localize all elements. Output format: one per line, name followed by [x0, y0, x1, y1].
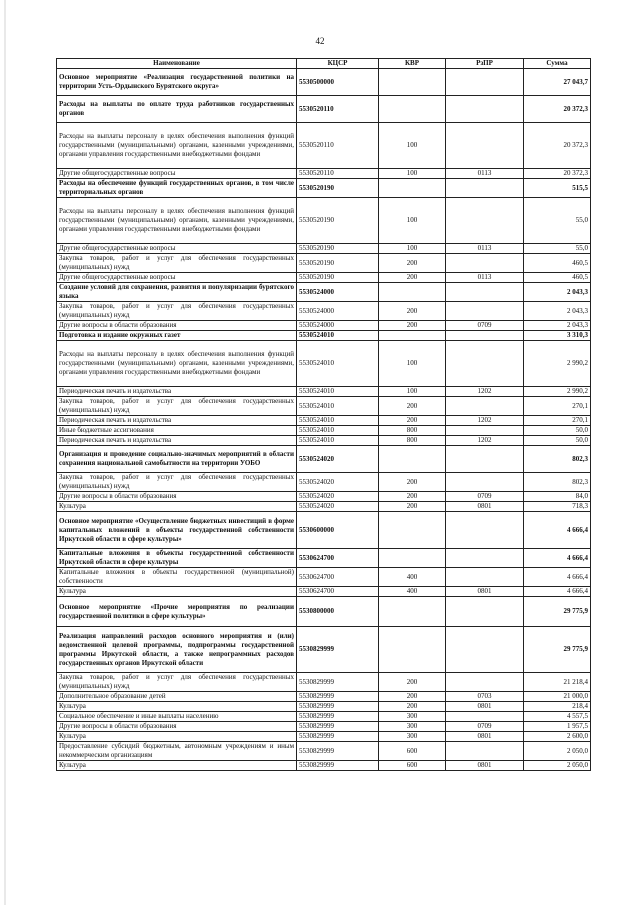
- header-rzpr: РзПР: [446, 59, 524, 69]
- cell-kvr: 200: [379, 473, 446, 492]
- cell-name: Организация и проведение социально-значимых мероприятий в области сохранения национальной самобытности на территории УОБО: [57, 446, 297, 473]
- cell-kvr: 200: [379, 673, 446, 692]
- table-row: [57, 273, 591, 283]
- table-row: [57, 436, 591, 446]
- table-row: [57, 512, 591, 549]
- cell-rzpr: [446, 742, 524, 761]
- cell-rzpr: [446, 123, 524, 169]
- cell-sum: 50,0: [524, 426, 591, 436]
- cell-kvr: [379, 549, 446, 568]
- cell-kcsr: 5530524000: [297, 302, 379, 321]
- cell-kcsr: 5530520190: [297, 254, 379, 273]
- cell-kvr: [379, 446, 446, 473]
- cell-kcsr: 5530524020: [297, 502, 379, 512]
- cell-rzpr: [446, 549, 524, 568]
- cell-sum: 4 557,5: [524, 712, 591, 722]
- cell-kcsr: 5530829999: [297, 761, 379, 771]
- cell-rzpr: [446, 198, 524, 244]
- cell-name: Культура: [57, 502, 297, 512]
- cell-sum: 2 043,3: [524, 302, 591, 321]
- cell-sum: 460,5: [524, 254, 591, 273]
- cell-kcsr: 5530520190: [297, 198, 379, 244]
- cell-name: Закупка товаров, работ и услуг для обеспечения государственных (муниципальных) нужд: [57, 673, 297, 692]
- cell-kvr: 100: [379, 123, 446, 169]
- cell-name: Предоставление субсидий бюджетным, автономным учреждениям и иным некоммерческим организациям: [57, 742, 297, 761]
- table-row: [57, 416, 591, 426]
- cell-kvr: 300: [379, 722, 446, 732]
- cell-rzpr: 0709: [446, 492, 524, 502]
- cell-sum: 21 218,4: [524, 673, 591, 692]
- cell-rzpr: [446, 397, 524, 416]
- cell-kcsr: 5530524010: [297, 426, 379, 436]
- cell-kcsr: 5530524000: [297, 283, 379, 302]
- cell-rzpr: [446, 446, 524, 473]
- cell-name: Иные бюджетные ассигнования: [57, 426, 297, 436]
- table-row: [57, 321, 591, 331]
- cell-rzpr: [446, 331, 524, 341]
- cell-sum: 27 043,7: [524, 69, 591, 96]
- cell-sum: 218,4: [524, 702, 591, 712]
- cell-sum: 4 666,4: [524, 587, 591, 597]
- header-sum: Сумма: [524, 59, 591, 69]
- cell-sum: 2 990,2: [524, 387, 591, 397]
- table-row: [57, 549, 591, 568]
- cell-kcsr: 5530524010: [297, 436, 379, 446]
- cell-rzpr: 0113: [446, 244, 524, 254]
- cell-kcsr: 5530520110: [297, 123, 379, 169]
- table-row: [57, 254, 591, 273]
- cell-rzpr: 0709: [446, 722, 524, 732]
- cell-kvr: [379, 69, 446, 96]
- cell-kvr: 100: [379, 341, 446, 387]
- cell-kcsr: 5530524020: [297, 492, 379, 502]
- cell-sum: 4 666,4: [524, 568, 591, 587]
- table-row: [57, 397, 591, 416]
- cell-kcsr: 5530829999: [297, 702, 379, 712]
- header-name: Наименование: [57, 59, 297, 69]
- table-row: [57, 473, 591, 492]
- cell-sum: 270,1: [524, 416, 591, 426]
- table-header: [57, 59, 591, 69]
- cell-kvr: 200: [379, 492, 446, 502]
- cell-rzpr: 0801: [446, 702, 524, 712]
- cell-kcsr: 5530829999: [297, 627, 379, 673]
- cell-kcsr: 5530829999: [297, 742, 379, 761]
- cell-sum: 29 775,9: [524, 597, 591, 627]
- cell-name: Закупка товаров, работ и услуг для обеспечения государственных (муниципальных) нужд: [57, 302, 297, 321]
- cell-kcsr: 5530524010: [297, 341, 379, 387]
- cell-kcsr: 5530500000: [297, 69, 379, 96]
- cell-name: Основное мероприятие «Реализация государственной политики на территории Усть-Ордынского Бурятского округа»: [57, 69, 297, 96]
- cell-kvr: 400: [379, 568, 446, 587]
- cell-sum: 2 043,3: [524, 283, 591, 302]
- cell-sum: 3 310,3: [524, 331, 591, 341]
- cell-rzpr: 0801: [446, 732, 524, 742]
- cell-rzpr: 0703: [446, 692, 524, 702]
- cell-name: Другие вопросы в области образования: [57, 321, 297, 331]
- cell-kcsr: 5530520110: [297, 169, 379, 179]
- cell-kcsr: 5530520190: [297, 179, 379, 198]
- cell-kcsr: 5530829999: [297, 692, 379, 702]
- cell-kvr: 300: [379, 732, 446, 742]
- table-row: [57, 302, 591, 321]
- cell-kcsr: 5530520110: [297, 96, 379, 123]
- cell-kvr: [379, 283, 446, 302]
- table-body: [57, 69, 591, 771]
- table-row: [57, 702, 591, 712]
- cell-kvr: 600: [379, 761, 446, 771]
- cell-name: Капитальные вложения в объекты государственной собственности Иркутской области в сфере культуры: [57, 549, 297, 568]
- cell-sum: 802,3: [524, 473, 591, 492]
- cell-name: Подготовка и издание окружных газет: [57, 331, 297, 341]
- cell-name: Расходы на обеспечение функций государственных органов, в том числе территориальных органов: [57, 179, 297, 198]
- cell-name: Расходы на выплаты по оплате труда работников государственных органов: [57, 96, 297, 123]
- cell-kvr: [379, 597, 446, 627]
- cell-rzpr: 1202: [446, 416, 524, 426]
- cell-kvr: 200: [379, 273, 446, 283]
- cell-kcsr: 5530829999: [297, 732, 379, 742]
- cell-rzpr: [446, 96, 524, 123]
- table-row: [57, 123, 591, 169]
- cell-name: Закупка товаров, работ и услуг для обеспечения государственных (муниципальных) нужд: [57, 473, 297, 492]
- cell-kvr: 300: [379, 712, 446, 722]
- cell-kvr: [379, 512, 446, 549]
- cell-sum: 2 600,0: [524, 732, 591, 742]
- table-row: [57, 692, 591, 702]
- table-row: [57, 179, 591, 198]
- cell-name: Дополнительное образование детей: [57, 692, 297, 702]
- cell-kvr: 200: [379, 502, 446, 512]
- table-row: [57, 446, 591, 473]
- cell-sum: 20 372,3: [524, 96, 591, 123]
- cell-rzpr: [446, 69, 524, 96]
- table-row: [57, 712, 591, 722]
- table-row: [57, 96, 591, 123]
- page-number: 42: [315, 36, 325, 46]
- table-row: [57, 761, 591, 771]
- cell-kcsr: 5530800000: [297, 597, 379, 627]
- cell-kvr: 800: [379, 426, 446, 436]
- cell-sum: 20 372,3: [524, 169, 591, 179]
- cell-kcsr: 5530524010: [297, 416, 379, 426]
- cell-kvr: [379, 96, 446, 123]
- cell-kvr: 100: [379, 244, 446, 254]
- cell-rzpr: [446, 568, 524, 587]
- cell-name: Периодическая печать и издательства: [57, 387, 297, 397]
- cell-kcsr: 5530524010: [297, 387, 379, 397]
- cell-rzpr: [446, 627, 524, 673]
- cell-rzpr: 1202: [446, 436, 524, 446]
- cell-rzpr: [446, 302, 524, 321]
- table-row: [57, 387, 591, 397]
- table-row: [57, 597, 591, 627]
- cell-sum: 460,5: [524, 273, 591, 283]
- cell-kcsr: 5530829999: [297, 673, 379, 692]
- cell-kcsr: 5530524010: [297, 331, 379, 341]
- cell-sum: 20 372,3: [524, 123, 591, 169]
- cell-kcsr: 5530829999: [297, 722, 379, 732]
- cell-kvr: 600: [379, 742, 446, 761]
- cell-sum: 4 666,4: [524, 512, 591, 549]
- table-row: [57, 283, 591, 302]
- cell-name: Социальное обеспечение и иные выплаты населению: [57, 712, 297, 722]
- cell-kcsr: 5530524020: [297, 446, 379, 473]
- cell-kvr: [379, 331, 446, 341]
- table-row: [57, 742, 591, 761]
- cell-rzpr: 0801: [446, 587, 524, 597]
- cell-rzpr: [446, 341, 524, 387]
- cell-kvr: 400: [379, 587, 446, 597]
- cell-sum: 1 957,5: [524, 722, 591, 732]
- cell-rzpr: 0709: [446, 321, 524, 331]
- cell-name: Создание условий для сохранения, развития и популяризации бурятского языка: [57, 283, 297, 302]
- table-row: [57, 244, 591, 254]
- cell-sum: 50,0: [524, 436, 591, 446]
- cell-name: Закупка товаров, работ и услуг для обеспечения государственных (муниципальных) нужд: [57, 397, 297, 416]
- cell-kvr: 800: [379, 436, 446, 446]
- cell-kvr: 200: [379, 254, 446, 273]
- cell-name: Другие вопросы в области образования: [57, 492, 297, 502]
- cell-rzpr: 0801: [446, 761, 524, 771]
- cell-sum: 2 050,0: [524, 742, 591, 761]
- cell-sum: 270,1: [524, 397, 591, 416]
- cell-name: Другие общегосударственные вопросы: [57, 169, 297, 179]
- cell-rzpr: [446, 712, 524, 722]
- cell-rzpr: 0801: [446, 502, 524, 512]
- cell-kcsr: 5530524010: [297, 397, 379, 416]
- cell-name: Основное мероприятие «Прочие мероприятия по реализации государственной политики в сфере культуры»: [57, 597, 297, 627]
- cell-sum: 29 775,9: [524, 627, 591, 673]
- cell-kcsr: 5530600000: [297, 512, 379, 549]
- cell-sum: 55,0: [524, 198, 591, 244]
- cell-sum: 2 050,0: [524, 761, 591, 771]
- table-row: [57, 492, 591, 502]
- cell-kcsr: 5530624700: [297, 568, 379, 587]
- cell-name: Культура: [57, 587, 297, 597]
- cell-rzpr: 1202: [446, 387, 524, 397]
- cell-name: Культура: [57, 732, 297, 742]
- table-row: [57, 426, 591, 436]
- cell-sum: 2 990,2: [524, 341, 591, 387]
- cell-rzpr: 0113: [446, 169, 524, 179]
- cell-name: Другие общегосударственные вопросы: [57, 244, 297, 254]
- cell-name: Реализация направлений расходов основного мероприятия и (или) ведомственной целевой программы, подпрограммы государственной программы Иркутской области, а также непрограммных расходов государственных органов Иркутской области: [57, 627, 297, 673]
- cell-name: Расходы на выплаты персоналу в целях обеспечения выполнения функций государственными (муниципальными) органами, казенными учреждениями, органами управления государственными внебюджетными фондами: [57, 341, 297, 387]
- table-row: [57, 627, 591, 673]
- cell-kvr: 200: [379, 702, 446, 712]
- table-row: [57, 341, 591, 387]
- cell-sum: 21 000,0: [524, 692, 591, 702]
- cell-kvr: 200: [379, 416, 446, 426]
- cell-rzpr: [446, 597, 524, 627]
- cell-rzpr: [446, 512, 524, 549]
- cell-rzpr: [446, 254, 524, 273]
- cell-kvr: 200: [379, 321, 446, 331]
- cell-name: Расходы на выплаты персоналу в целях обеспечения выполнения функций государственными (муниципальными) органами, казенными учреждениями, органами управления государственными внебюджетными фондами: [57, 123, 297, 169]
- cell-kcsr: 5530829999: [297, 712, 379, 722]
- cell-kcsr: 5530624700: [297, 587, 379, 597]
- cell-sum: 84,0: [524, 492, 591, 502]
- table-row: [57, 198, 591, 244]
- cell-rzpr: 0113: [446, 273, 524, 283]
- table-row: [57, 169, 591, 179]
- cell-name: Другие вопросы в области образования: [57, 722, 297, 732]
- cell-rzpr: [446, 426, 524, 436]
- cell-kvr: 200: [379, 692, 446, 702]
- cell-kcsr: 5530624700: [297, 549, 379, 568]
- cell-rzpr: [446, 473, 524, 492]
- cell-kvr: [379, 179, 446, 198]
- cell-kvr: 100: [379, 169, 446, 179]
- cell-rzpr: [446, 283, 524, 302]
- cell-name: Закупка товаров, работ и услуг для обеспечения государственных (муниципальных) нужд: [57, 254, 297, 273]
- cell-name: Другие общегосударственные вопросы: [57, 273, 297, 283]
- table-row: [57, 69, 591, 96]
- cell-sum: 55,0: [524, 244, 591, 254]
- table-row: [57, 587, 591, 597]
- cell-kvr: 200: [379, 302, 446, 321]
- cell-rzpr: [446, 673, 524, 692]
- header-kvr: КВР: [379, 59, 446, 69]
- table-row: [57, 673, 591, 692]
- cell-kvr: 100: [379, 198, 446, 244]
- cell-name: Основное мероприятие «Осуществление бюджетных инвестиций в форме капитальных вложений в объекты государственной собственности Иркутской области в сфере культуры»: [57, 512, 297, 549]
- cell-kvr: [379, 627, 446, 673]
- cell-name: Культура: [57, 702, 297, 712]
- cell-name: Периодическая печать и издательства: [57, 436, 297, 446]
- cell-sum: 4 666,4: [524, 549, 591, 568]
- cell-sum: 802,3: [524, 446, 591, 473]
- cell-kcsr: 5530520190: [297, 244, 379, 254]
- cell-rzpr: [446, 179, 524, 198]
- header-row: [57, 59, 591, 69]
- cell-kvr: 100: [379, 387, 446, 397]
- cell-name: Культура: [57, 761, 297, 771]
- table-row: [57, 722, 591, 732]
- cell-name: Периодическая печать и издательства: [57, 416, 297, 426]
- table-row: [57, 331, 591, 341]
- header-kcsr: КЦСР: [297, 59, 379, 69]
- cell-sum: 718,3: [524, 502, 591, 512]
- table-row: [57, 502, 591, 512]
- table-row: [57, 732, 591, 742]
- table-row: [57, 568, 591, 587]
- cell-kcsr: 5530524000: [297, 321, 379, 331]
- cell-kcsr: 5530520190: [297, 273, 379, 283]
- cell-kcsr: 5530524020: [297, 473, 379, 492]
- cell-sum: 2 043,3: [524, 321, 591, 331]
- scan-edge: [4, 0, 6, 905]
- cell-name: Расходы на выплаты персоналу в целях обеспечения выполнения функций государственными (муниципальными) органами, казенными учреждениями, органами управления государственными внебюджетными фондами: [57, 198, 297, 244]
- cell-sum: 515,5: [524, 179, 591, 198]
- budget-table: [56, 58, 591, 771]
- cell-kvr: 200: [379, 397, 446, 416]
- cell-name: Капитальные вложения в объекты государственной (муниципальной) собственности: [57, 568, 297, 587]
